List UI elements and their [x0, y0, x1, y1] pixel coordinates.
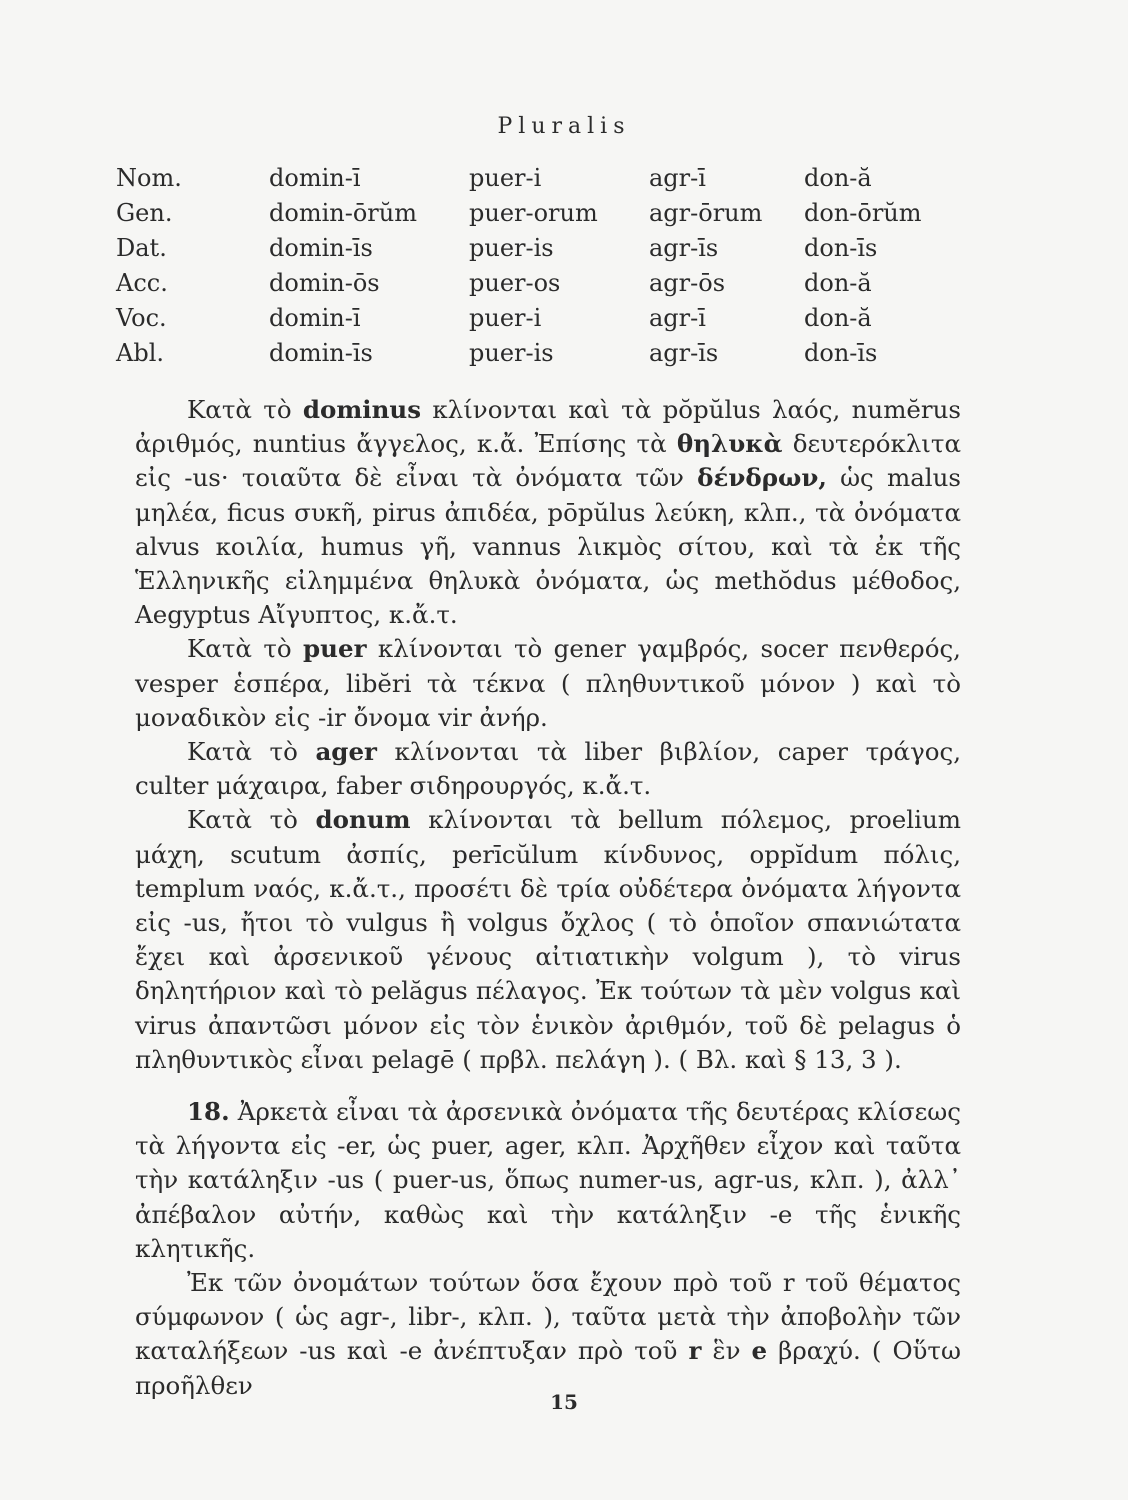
puer-form: puer-i	[469, 303, 542, 332]
case-label: Abl.	[116, 338, 164, 367]
case-label: Acc.	[116, 268, 168, 297]
declension-row	[116, 265, 944, 300]
paragraph-puer: Κατὰ τὸ puer κλίνονται τὸ gener γαμβρός, socer πενθερός, vesper ἑσπέρα, libĕri τὰ τέκνα ( πληθυντικοῦ μόνον ) καὶ τὸ μοναδικὸν εἰς -ir ὄνομα vir ἀνήρ.	[135, 634, 961, 732]
donum-form: don-īs	[804, 338, 878, 367]
section-number: 18.	[187, 1097, 230, 1127]
ager-form: agr-ōs	[649, 268, 726, 297]
declension-table	[116, 160, 944, 370]
donum-form: don-ă	[804, 163, 872, 192]
declension-row	[116, 230, 944, 265]
dominus-form: domin-ī	[269, 163, 361, 192]
declension-row	[116, 300, 944, 335]
section-18: 18. Ἀρκετὰ εἶναι τὰ ἀρσενικὰ ὀνόματα τῆς δευτέρας κλίσεως τὰ λήγοντα εἰς -er, ὡς puer, ager, κλπ. Ἀρχῆθεν εἶχον καὶ ταῦτα τὴν κατάληξιν -us ( puer-us, ὅπως numer-us, agr-us, κλπ. ), ἀλλ᾽ ἀπέβαλον αὐτήν, καθὼς καὶ τὴν κατάληξιν -e τῆς ἑνικῆς κλητικῆς.	[135, 1097, 962, 1263]
dominus-form: domin-ōs	[269, 268, 380, 297]
paragraph-dominus: Κατὰ τὸ dominus κλίνονται καὶ τὰ pŏpŭlus λαός, numĕrus ἀριθμός, nuntius ἄγγελος, κ.ἄ. Ἐπίσης τὰ θηλυκὰ δευτερόκλιτα εἰς -us· τοιαῦτα δὲ εἶναι τὰ ὀνόματα τῶν δένδρων, ὡς malus μηλέα, ficus συκῆ, pirus ἀπιδέα, pōpŭlus λεύκη, κλπ., τὰ ὀνόματα alvus κοιλία, humus γῆ, vannus λικμὸς σίτου, καὶ τὰ ἐκ τῆς Ἑλληνικῆς εἰλημμένα θηλυκὰ ὀνόματα, ὡς methŏdus μέθοδος, Aegyptus Αἴγυπτος, κ.ἄ.τ.	[135, 395, 961, 630]
body-text	[135, 393, 961, 1403]
ager-form: agr-ī	[649, 163, 706, 192]
ager-form: agr-īs	[649, 233, 719, 262]
puer-form: puer-os	[469, 268, 561, 297]
dominus-form: domin-īs	[269, 338, 373, 367]
declension-row	[116, 335, 944, 370]
ager-form: agr-ōrum	[649, 198, 763, 227]
dominus-form: domin-īs	[269, 233, 373, 262]
declension-row	[116, 195, 944, 230]
donum-form: don-ōrŭm	[804, 198, 922, 227]
puer-form: puer-is	[469, 338, 554, 367]
paragraph-consonant-stems: Ἐκ τῶν ὀνομάτων τούτων ὅσα ἔχουν πρὸ τοῦ r τοῦ θέματος σύμφωνον ( ὡς agr-, libr-, κλπ. ), ταῦτα μετὰ τὴν ἀποβολὴν τῶν καταλήξεων -us καὶ -e ἀνέπτυξαν πρὸ τοῦ r ἓν e βραχύ. ( Οὕτω προῆλθεν	[135, 1268, 961, 1400]
paragraph-donum: Κατὰ τὸ donum κλίνονται τὰ bellum πόλεμος, proelium μάχη, scutum ἀσπίς, perīcŭlum κίνδυνος, oppĭdum πόλις, templum ναός, κ.ἄ.τ., προσέτι δὲ τρία οὐδέτερα ὀνόματα λήγοντα εἰς -us, ἤτοι τὸ vulgus ἢ volgus ὄχλος ( τὸ ὁποῖον σπανιώτατα ἔχει καὶ ἀρσενικοῦ γένους αἰτιατικὴν volgum ), τὸ virus δηλητήριον καὶ τὸ pelăgus πέλαγος. Ἐκ τούτων τὰ μὲν volgus καὶ virus ἀπαντῶσι μόνον εἰς τὸν ἑνικὸν ἀριθμόν, τοῦ δὲ pelagus ὁ πληθυντικὸς εἶναι pelagē ( πρβλ. πελάγη ). ( Βλ. καὶ § 13, 3 ).	[135, 805, 961, 1074]
section-heading: Pluralis	[497, 114, 631, 139]
donum-form: don-ă	[804, 268, 872, 297]
case-label: Voc.	[116, 303, 167, 332]
dominus-form: domin-ōrŭm	[269, 198, 417, 227]
page-number: 15	[550, 1390, 578, 1414]
donum-form: don-īs	[804, 233, 878, 262]
puer-form: puer-is	[469, 233, 554, 262]
puer-form: puer-i	[469, 163, 542, 192]
dominus-form: domin-ī	[269, 303, 361, 332]
paragraph-ager: Κατὰ τὸ ager κλίνονται τὰ liber βιβλίον, caper τράγος, culter μάχαιρα, faber σιδηρουργός, κ.ἄ.τ.	[135, 737, 961, 801]
ager-form: agr-ī	[649, 303, 706, 332]
ager-form: agr-īs	[649, 338, 719, 367]
puer-form: puer-orum	[469, 198, 598, 227]
donum-form: don-ă	[804, 303, 872, 332]
declension-row	[116, 160, 944, 195]
case-label: Nom.	[116, 163, 182, 192]
case-label: Dat.	[116, 233, 167, 262]
case-label: Gen.	[116, 198, 173, 227]
